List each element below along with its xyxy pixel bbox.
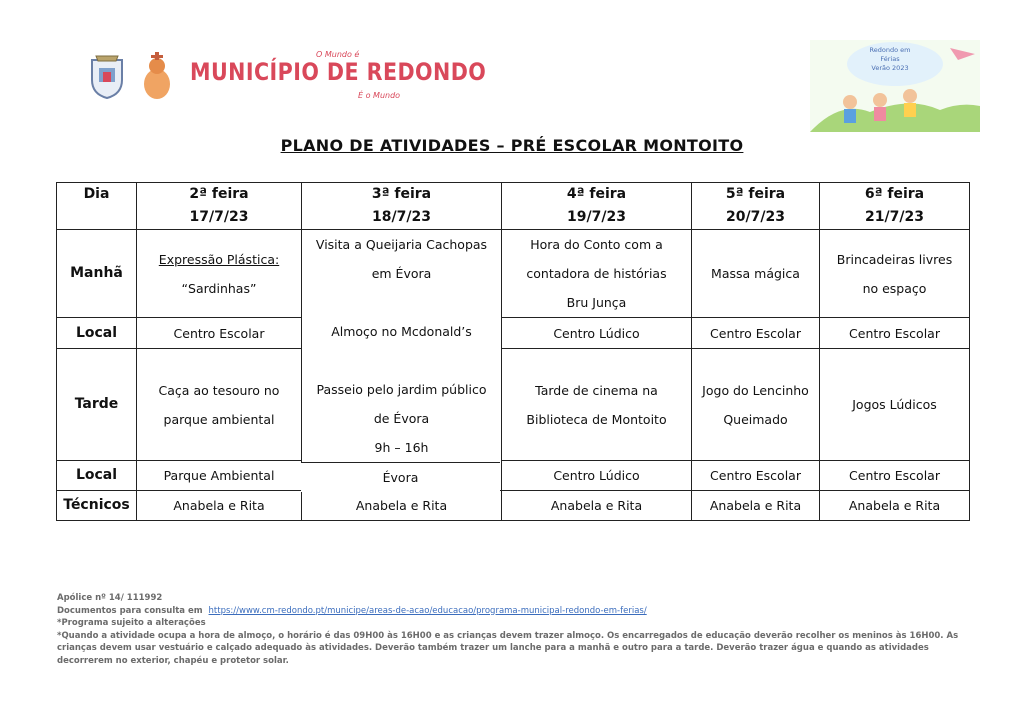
- row-label-manha: Manhã: [57, 230, 137, 318]
- table-header-row: [57, 183, 970, 230]
- cell-tarde-mon: [137, 349, 302, 461]
- cell-tecnicos-thu: Anabela e Rita: [692, 491, 820, 521]
- activity-line: Tarde de cinema na: [535, 382, 658, 398]
- page-footer: [57, 592, 972, 667]
- cell-local-mon: Centro Escolar: [137, 318, 302, 349]
- activity-line: no espaço: [862, 280, 927, 296]
- activity-line: parque ambiental: [163, 411, 275, 427]
- page-header: [0, 0, 1024, 130]
- day-name: 5ª feira: [725, 186, 786, 202]
- page-title-text: PLANO DE ATIVIDADES – PRÉ ESCOLAR MONTOITO: [280, 136, 744, 155]
- cell-local2-tue: [301, 462, 500, 492]
- cell-local-wed: Centro Lúdico: [502, 318, 692, 349]
- day-date: 17/7/23: [189, 209, 249, 225]
- activity-line: Biblioteca de Montoito: [526, 411, 667, 427]
- day-date: 20/7/23: [726, 209, 785, 225]
- footer-docs-link[interactable]: https://www.cm-redondo.pt/municipe/areas-de-acao/educacao/programa-municipal-redondo-em-ferias/: [208, 605, 647, 616]
- header-day-fri: [820, 183, 970, 230]
- activity-line: Almoço no Mcdonald’s: [331, 324, 472, 339]
- cell-local2-mon: Parque Ambiental: [137, 461, 302, 491]
- cell-tecnicos-fri: Anabela e Rita: [820, 491, 970, 521]
- cell-manha-thu: Massa mágica: [692, 230, 820, 318]
- day-date: 19/7/23: [567, 209, 626, 225]
- cell-manha-mon: [137, 230, 302, 318]
- summer-bubble-text: [845, 46, 935, 73]
- header-day-thu: [692, 183, 820, 230]
- footer-docs-label: Documentos para consulta em: [57, 605, 203, 616]
- cell-tue-merged: [302, 230, 502, 491]
- brand-tagline-top: O Mundo é: [316, 50, 360, 59]
- activities-table: [56, 182, 970, 521]
- header-day-mon: [137, 183, 302, 230]
- summer-line-3: Verão 2023: [871, 64, 909, 72]
- activity-line: em Évora: [371, 266, 432, 281]
- row-label-tarde: Tarde: [57, 349, 137, 461]
- activity-line: Visita a Queijaria Cachopas: [315, 237, 488, 252]
- activity-line: Hora do Conto com a: [530, 237, 663, 252]
- cell-local2-wed: Centro Lúdico: [502, 461, 692, 491]
- mascot-logo-icon: [140, 52, 174, 100]
- footer-note-instructions: *Quando a atividade ocupa a hora de almoço, o horário é das 09H00 às 16H00 e as crianças devem trazer almoço. Os encarregados de educação deverão recolher os meninos às 16H00. As crianças devem usar vestuário e calçado adequado às atividades. Deverão também trazer um lanche para a manhã e outro para a tarde. Deverão trazer água e quando as atividades decorrerem no exterior, chapéu e protetor solar.: [57, 630, 959, 666]
- header-dia: [57, 183, 137, 230]
- cell-tecnicos-tue: Anabela e Rita: [302, 491, 502, 521]
- row-label-local: Local: [57, 461, 137, 491]
- row-local-morning: [57, 318, 970, 349]
- day-name: 2ª feira: [189, 186, 249, 202]
- footer-docs-line: [57, 605, 972, 618]
- municipal-crest-icon: [86, 52, 128, 100]
- row-label-local: Local: [57, 318, 137, 349]
- header-day-tue: [302, 183, 502, 230]
- cell-tarde-fri: Jogos Lúdicos: [820, 349, 970, 461]
- header-day-wed: [502, 183, 692, 230]
- row-tecnicos: [57, 491, 970, 521]
- cell-local2-thu: Centro Escolar: [692, 461, 820, 491]
- cell-tarde-thu: [692, 349, 820, 461]
- row-local-afternoon: [57, 461, 970, 491]
- row-tarde: [57, 349, 970, 461]
- cell-manha-fri: [820, 230, 970, 318]
- cell-local2-tue-text: Évora: [382, 470, 419, 485]
- activity-line: Caça ao tesouro no: [158, 382, 280, 398]
- header-dia-label: Dia: [83, 186, 110, 202]
- day-name: 4ª feira: [566, 186, 627, 202]
- row-label-tecnicos: Técnicos: [57, 491, 137, 521]
- cell-tecnicos-mon: Anabela e Rita: [137, 491, 302, 521]
- activity-line: contadora de histórias: [526, 266, 667, 281]
- activity-line: de Évora: [373, 411, 430, 426]
- day-name: 3ª feira: [371, 186, 432, 202]
- row-manha: [57, 230, 970, 318]
- day-date: 18/7/23: [372, 209, 431, 225]
- activity-line: Jogo do Lencinho: [702, 382, 809, 398]
- cell-tarde-wed: [502, 349, 692, 461]
- activity-line: Queimado: [723, 411, 788, 427]
- cell-local-fri: Centro Escolar: [820, 318, 970, 349]
- footer-note-changes: *Programa sujeito a alterações: [57, 618, 206, 628]
- brand-name: MUNICÍPIO DE REDONDO: [190, 58, 487, 86]
- cell-local2-fri: Centro Escolar: [820, 461, 970, 491]
- summer-line-1: Redondo em: [869, 46, 911, 54]
- activity-subtitle: “Sardinhas”: [181, 280, 257, 296]
- brand-tagline-bottom: É o Mundo: [358, 91, 401, 100]
- footer-policy-number: Apólice nº 14/ 111992: [57, 593, 163, 603]
- summer-line-2: Férias: [880, 55, 900, 63]
- activity-time: 9h – 16h: [374, 440, 429, 455]
- activity-title: Expressão Plástica:: [158, 251, 280, 267]
- cell-manha-wed: [502, 230, 692, 318]
- day-name: 6ª feira: [864, 186, 925, 202]
- activity-line: Brincadeiras livres: [836, 251, 953, 267]
- cell-local-thu: Centro Escolar: [692, 318, 820, 349]
- day-date: 21/7/23: [865, 209, 924, 225]
- activity-line: Bru Junça: [566, 295, 627, 310]
- cell-tecnicos-wed: Anabela e Rita: [502, 491, 692, 521]
- activity-line: Passeio pelo jardim público: [316, 382, 487, 397]
- page-title: [0, 136, 1024, 155]
